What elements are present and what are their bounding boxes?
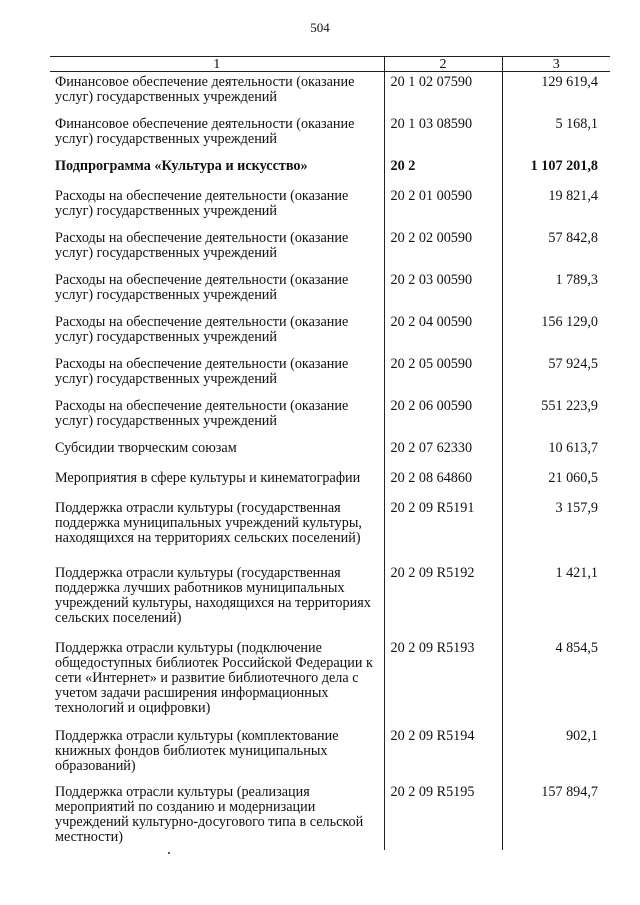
row-name: Поддержка отрасли культуры (государственная поддержка лучших работников муниципальных учреждений культуры, находящихся на территориях сельских поселений) [55,564,371,626]
table-row [50,72,610,114]
table-row [50,270,610,312]
row-amount: 57 924,5 [548,355,598,372]
row-code: 20 2 05 00590 [384,354,502,396]
row-code: 20 2 02 00590 [384,228,502,270]
row-amount: 5 168,1 [555,115,598,132]
table-row [50,638,610,726]
row-amount: 4 854,5 [555,639,598,656]
table-row [50,498,610,563]
page-number: 504 [310,20,330,35]
row-amount: 57 842,8 [548,229,598,246]
table-row [50,468,610,498]
table-row [50,186,610,228]
row-name: Поддержка отрасли культуры (подключение общедоступных библиотек Российской Федерации к сети «Интернет» и развитие библиотечного дела с учетом задачи расширения информационных технологий и оцифровки) [55,639,373,716]
row-code: 20 2 09 R5194 [384,726,502,782]
row-amount: 1 789,3 [555,271,598,288]
column-header-3: 3 [502,57,610,72]
table-row [50,438,610,468]
row-code: 20 2 01 00590 [384,186,502,228]
row-code: 20 2 09 R5195 [384,782,502,850]
table-row [50,156,610,186]
row-name: Расходы на обеспечение деятельности (оказание услуг) государственных учреждений [55,229,349,261]
row-name: Подпрограмма «Культура и искусство» [55,157,308,174]
table-row [50,312,610,354]
table-row [50,782,610,850]
row-code: 20 2 09 R5191 [384,498,502,563]
row-code: 20 2 04 00590 [384,312,502,354]
row-amount: 551 223,9 [541,397,598,414]
row-name: Мероприятия в сфере культуры и кинематографии [55,469,361,486]
row-code: 20 2 09 R5193 [384,638,502,726]
row-amount: 129 619,4 [541,74,598,90]
row-name: Расходы на обеспечение деятельности (оказание услуг) государственных учреждений [55,187,349,219]
row-name: Субсидии творческим союзам [55,439,237,456]
row-name: Финансовое обеспечение деятельности (оказание услуг) государственных учреждений [55,115,355,147]
column-header-1: 1 [50,57,384,72]
table-header [50,57,610,72]
row-amount: 157 894,7 [541,783,598,800]
row-code: 20 2 03 00590 [384,270,502,312]
row-code: 20 2 06 00590 [384,396,502,438]
row-name: Поддержка отрасли культуры (реализация мероприятий по созданию и модернизации учреждений культурно-досугового типа в сельской местности) [55,783,364,845]
row-name: Поддержка отрасли культуры (государственная поддержка муниципальных учреждений культуры, находящихся на территориях сельских поселений) [55,499,362,546]
row-name: Расходы на обеспечение деятельности (оказание услуг) государственных учреждений [55,355,349,387]
table-row [50,354,610,396]
row-amount: 19 821,4 [548,187,598,204]
table-row [50,563,610,638]
row-amount: 156 129,0 [541,313,598,330]
row-amount: 1 421,1 [555,564,598,581]
scan-speck [168,852,170,854]
row-name: Расходы на обеспечение деятельности (оказание услуг) государственных учреждений [55,397,349,429]
column-header-2: 2 [384,57,502,72]
row-code: 20 1 02 07590 [384,72,502,114]
row-name: Расходы на обеспечение деятельности (оказание услуг) государственных учреждений [55,271,349,303]
table-row [50,114,610,156]
table-row [50,228,610,270]
row-amount: 902,1 [566,727,598,744]
row-code: 20 2 09 R5192 [384,563,502,638]
row-name: Финансовое обеспечение деятельности (оказание услуг) государственных учреждений [55,74,355,105]
row-amount: 10 613,7 [548,439,598,456]
row-name: Поддержка отрасли культуры (комплектование книжных фондов библиотек муниципальных образований) [55,727,339,774]
row-code: 20 1 03 08590 [384,114,502,156]
row-amount: 3 157,9 [555,499,598,516]
table-row [50,726,610,782]
header-row [50,57,610,72]
row-code: 20 2 07 62330 [384,438,502,468]
row-name: Расходы на обеспечение деятельности (оказание услуг) государственных учреждений [55,313,349,345]
row-amount: 1 107 201,8 [530,157,598,174]
table-body [50,72,610,850]
table-row [50,396,610,438]
budget-table [50,56,610,850]
row-amount: 21 060,5 [548,469,598,486]
row-code: 20 2 08 64860 [384,468,502,498]
row-code: 20 2 [384,156,502,186]
